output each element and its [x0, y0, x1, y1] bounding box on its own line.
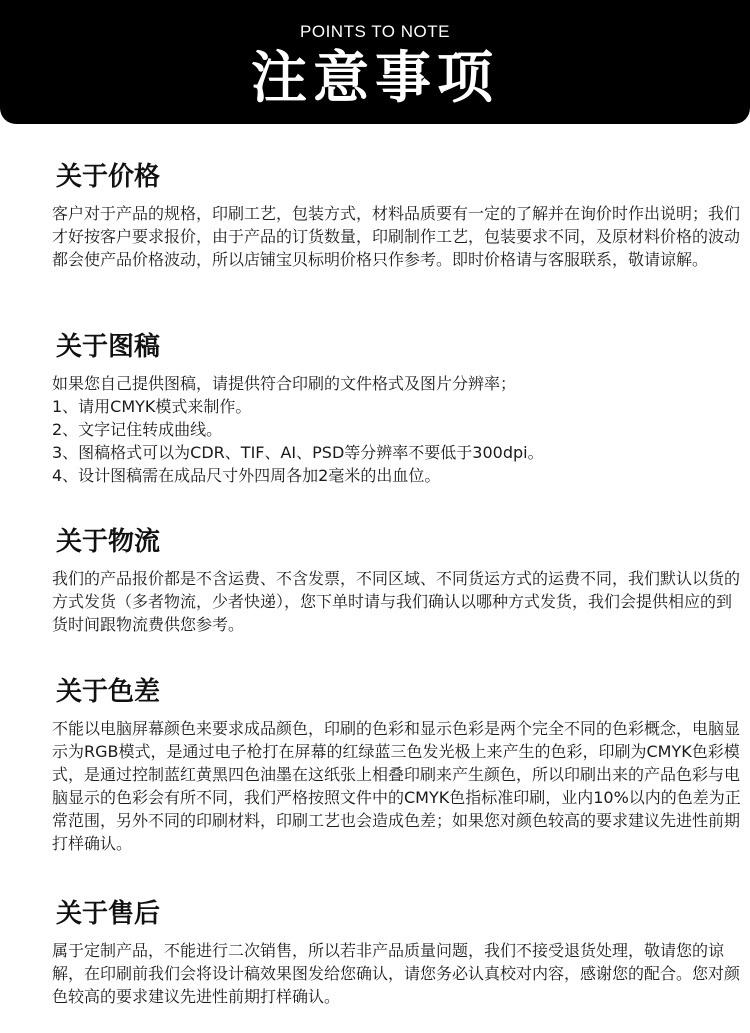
section-paragraph: 属于定制产品，不能进行二次销售，所以若非产品质量问题，我们不接受退货处理，敬请您的谅解，在印刷前我们会将设计稿效果图发给您确认，请您务必认真校对内容，感谢您的配合。您对颜色较高的要求建议先进性前期打样确认。: [52, 941, 741, 1006]
header-title: 注意事项: [251, 46, 499, 111]
section-title: 关于图稿: [56, 332, 161, 362]
section-title: 关于物流: [56, 527, 161, 557]
section-body: [52, 939, 742, 1008]
section-paragraph: 不能以电脑屏幕颜色来要求成品颜色，印刷的色彩和显示色彩是两个完全不同的色彩概念，电脑显示为RGB模式，是通过电子枪打在屏幕的红绿蓝三色发光极上来产生的色彩，印刷为CMYK色彩模式，是通过控制蓝红黄黑四色油墨在这纸张上相叠印刷来产生颜色，所以印刷出来的产品色彩与电脑显示的色彩会有所不同，我们严格按照文件中的CMYK色指标准印刷，业内10%以内的色差为正常范围，另外不同的印刷材料，印刷工艺也会造成色差；如果您对颜色较高的要求建议先进性前期打样确认。: [52, 719, 741, 853]
section-body: [52, 717, 742, 855]
section-body: [52, 372, 742, 487]
section-artwork: [52, 330, 742, 487]
list-item: 2、文字记住转成曲线。: [52, 420, 223, 439]
section-logistics: [52, 525, 742, 636]
section-body: [52, 202, 742, 271]
list-item: 1、请用CMYK模式来制作。: [52, 397, 252, 416]
section-after-sales: [52, 897, 742, 1008]
section-title: 关于售后: [56, 899, 161, 929]
header-subtitle: POINTS TO NOTE: [300, 22, 450, 41]
section-body: [52, 567, 742, 636]
list-item: 3、图稿格式可以为CDR、TIF、AI、PSD等分辨率不要低于300dpi。: [52, 443, 544, 462]
section-paragraph: 客户对于产品的规格，印刷工艺，包装方式，材料品质要有一定的了解并在询价时作出说明；我们才好按客户要求报价，由于产品的订货数量，印刷制作工艺，包装要求不同，及原材料价格的波动都会使产品价格波动，所以店铺宝贝标明价格只作参考。即时价格请与客服联系，敬请谅解。: [52, 204, 741, 269]
list-item: 4、设计图稿需在成品尺寸外四周各加2毫米的出血位。: [52, 466, 441, 485]
section-title: 关于色差: [56, 677, 161, 707]
section-paragraph: 我们的产品报价都是不含运费、不含发票，不同区域、不同货运方式的运费不同，我们默认以货的方式发货（多者物流，少者快递），您下单时请与我们确认以哪种方式发货，我们会提供相应的到货时间跟物流费供您参考。: [52, 569, 741, 634]
section-title: 关于价格: [56, 162, 161, 192]
section-paragraph: 如果您自己提供图稿，请提供符合印刷的文件格式及图片分辨率；: [52, 374, 517, 393]
header-banner: [0, 0, 750, 124]
section-color-difference: [52, 675, 742, 855]
section-price: [52, 160, 742, 271]
